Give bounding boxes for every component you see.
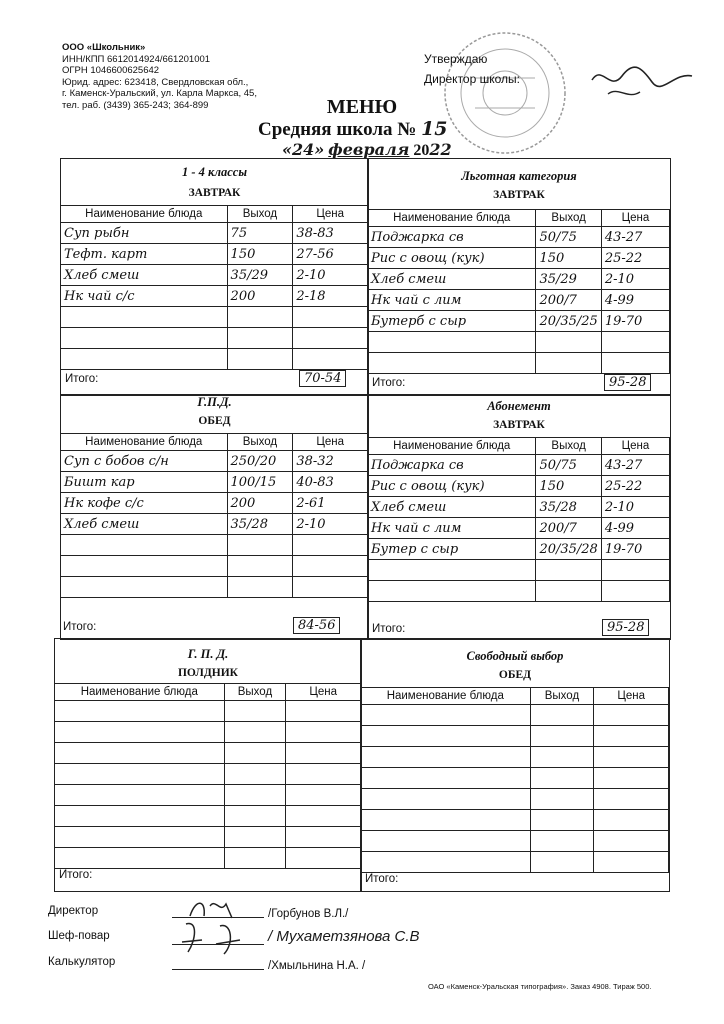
table-row <box>61 349 368 370</box>
dish-out: 150 <box>536 476 601 497</box>
panel-title: Свободный выбор <box>466 649 564 663</box>
date-month: февраля <box>328 140 410 159</box>
dish-out <box>224 827 286 848</box>
column-header-price: Цена <box>293 434 368 451</box>
dish-price <box>293 535 368 556</box>
dish-name: Поджарка св <box>368 227 536 248</box>
approval-label: Утверждаю <box>424 52 488 66</box>
panel-privileged-breakfast <box>367 158 671 396</box>
dish-name <box>55 764 225 785</box>
table-row <box>61 535 368 556</box>
total-label: Итого: <box>63 621 97 633</box>
panel-subtitle: ЗАВТРАК <box>188 187 241 199</box>
column-header-price: Цена <box>286 684 361 701</box>
table-row <box>61 451 368 472</box>
table-row <box>368 353 670 374</box>
dish-price: 40-83 <box>293 472 368 493</box>
dish-price <box>293 349 368 370</box>
dish-price: 2-10 <box>293 265 368 286</box>
column-header-price: Цена <box>601 438 669 455</box>
dish-name <box>368 560 536 581</box>
chef-signature <box>176 918 260 958</box>
dish-out <box>224 722 286 743</box>
dish-name: Бутерб с сыр <box>368 311 536 332</box>
panel-subtitle: ЗАВТРАК <box>493 419 545 431</box>
dish-name <box>61 307 228 328</box>
total-label: Итого: <box>59 869 93 881</box>
dish-price <box>293 577 368 598</box>
dish-price <box>594 831 669 852</box>
total-value: 84-56 <box>293 617 340 634</box>
dish-price <box>601 353 669 374</box>
table-row <box>55 785 361 806</box>
table-header-row <box>368 438 670 455</box>
dish-out <box>224 743 286 764</box>
dish-name <box>55 827 225 848</box>
dish-out: 35/28 <box>227 514 293 535</box>
menu-table <box>54 683 361 869</box>
dish-price <box>601 581 669 602</box>
table-row <box>368 497 670 518</box>
dish-price <box>601 332 669 353</box>
table-row <box>55 848 361 869</box>
dish-name <box>361 789 531 810</box>
dish-price: 25-22 <box>601 476 669 497</box>
table-row <box>55 806 361 827</box>
calculator-label: Калькулятор <box>48 956 116 968</box>
dish-name <box>361 768 531 789</box>
school-number: 15 <box>421 118 448 140</box>
column-header-out: Выход <box>224 684 286 701</box>
column-header-price: Цена <box>601 210 669 227</box>
table-row <box>61 286 368 307</box>
dish-price: 38-83 <box>293 223 368 244</box>
calculator-name: /Хмыльнина Н.А. / <box>268 960 366 972</box>
dish-out <box>227 577 293 598</box>
table-row <box>361 810 669 831</box>
table-row <box>55 743 361 764</box>
dish-out: 200 <box>227 286 293 307</box>
dish-price: 2-10 <box>601 269 669 290</box>
column-header-out: Выход <box>536 438 601 455</box>
column-header-name: Наименование блюда <box>368 438 536 455</box>
dish-name <box>55 806 225 827</box>
org-ogrn: ОГРН 1046600625642 <box>62 65 160 76</box>
dish-name: Бишт кар <box>61 472 228 493</box>
dish-out: 75 <box>227 223 293 244</box>
school-label: Средняя школа № <box>258 119 417 140</box>
dish-out <box>224 701 286 722</box>
dish-name: Поджарка св <box>368 455 536 476</box>
table-row <box>61 472 368 493</box>
dish-out <box>536 581 601 602</box>
panel-subtitle: ЗАВТРАК <box>493 189 545 201</box>
column-header-price: Цена <box>594 688 669 705</box>
dish-name: Бутер с сыр <box>368 539 536 560</box>
total-label: Итого: <box>372 623 406 635</box>
column-header-name: Наименование блюда <box>361 688 531 705</box>
table-row <box>61 493 368 514</box>
dish-price <box>594 726 669 747</box>
org-inn: ИНН/КПП 6612014924/661201001 <box>62 53 211 65</box>
dish-out: 100/15 <box>227 472 293 493</box>
dish-out <box>536 353 601 374</box>
approval-director-label: Директор школы: <box>424 72 520 86</box>
column-header-name: Наименование блюда <box>61 206 228 223</box>
panel-title: Льготная категория <box>461 169 577 183</box>
dish-name <box>61 328 228 349</box>
dish-price <box>594 789 669 810</box>
column-header-out: Выход <box>227 434 293 451</box>
dish-price: 25-22 <box>601 248 669 269</box>
panel-subtitle: ПОЛДНИК <box>177 667 239 679</box>
dish-out: 150 <box>536 248 601 269</box>
dish-price: 2-10 <box>601 497 669 518</box>
dish-name: Нк чай с/с <box>61 286 228 307</box>
table-row <box>368 311 670 332</box>
dish-out: 35/28 <box>536 497 601 518</box>
dish-out: 200 <box>227 493 293 514</box>
dish-out <box>536 332 601 353</box>
table-row <box>61 514 368 535</box>
calculator-signature-line <box>172 969 264 970</box>
org-address-line1: Юрид. адрес: 623418, Свердловская обл., <box>62 76 249 88</box>
menu-table <box>60 205 368 370</box>
table-row <box>61 556 368 577</box>
dish-out: 200/7 <box>536 290 601 311</box>
dish-name: Суп с бобов с/н <box>61 451 228 472</box>
table-header-row <box>361 688 669 705</box>
dish-name <box>55 743 225 764</box>
dish-name <box>361 852 531 873</box>
table-row <box>368 269 670 290</box>
dish-name: Хлеб смеш <box>61 265 228 286</box>
table-row <box>361 747 669 768</box>
dish-out <box>530 852 594 873</box>
total-value: 70-54 <box>299 370 346 387</box>
menu-table <box>367 437 670 602</box>
panel-gpd-lunch <box>60 394 369 640</box>
table-row <box>61 223 368 244</box>
org-address-line2: г. Каменск-Уральский, ул. Карла Маркса, 45, <box>62 88 257 99</box>
dish-name <box>55 785 225 806</box>
dish-price: 38-32 <box>293 451 368 472</box>
chef-name: / Мухаметзянова С.В <box>268 928 420 945</box>
dish-price: 4-99 <box>601 518 669 539</box>
dish-out <box>227 307 293 328</box>
table-row <box>61 265 368 286</box>
dish-price <box>293 328 368 349</box>
total-value: 95-28 <box>604 374 651 391</box>
table-row <box>368 518 670 539</box>
table-row <box>55 701 361 722</box>
dish-name: Хлеб смеш <box>368 497 536 518</box>
org-name: ООО «Школьник» <box>62 42 146 53</box>
dish-out <box>530 705 594 726</box>
date-year-suffix: 22 <box>429 140 452 159</box>
table-row <box>361 705 669 726</box>
table-row <box>61 577 368 598</box>
dish-out: 20/35/25 <box>536 311 601 332</box>
dish-name <box>55 722 225 743</box>
menu-table <box>367 209 670 374</box>
dish-name <box>55 848 225 869</box>
panel-subscription-breakfast <box>367 394 671 640</box>
dish-name <box>368 581 536 602</box>
dish-out <box>530 726 594 747</box>
dish-price <box>286 785 361 806</box>
dish-price <box>286 743 361 764</box>
panel-subtitle: ОБЕД <box>198 415 231 427</box>
table-row <box>368 560 670 581</box>
column-header-name: Наименование блюда <box>368 210 536 227</box>
director-label: Директор <box>48 905 99 917</box>
table-row <box>55 764 361 785</box>
dish-name: Нк кофе с/с <box>61 493 228 514</box>
dish-name <box>368 353 536 374</box>
dish-out <box>227 556 293 577</box>
total-value: 95-28 <box>602 619 649 636</box>
table-row <box>368 455 670 476</box>
total-label: Итого: <box>365 873 399 885</box>
dish-name: Рис с овощ (кук) <box>368 476 536 497</box>
table-header-row <box>55 684 361 701</box>
dish-price <box>594 747 669 768</box>
dish-price <box>286 701 361 722</box>
dish-name: Нк чай с лим <box>368 290 536 311</box>
dish-out <box>536 560 601 581</box>
dish-name <box>61 556 228 577</box>
dish-name: Рис с овощ (кук) <box>368 248 536 269</box>
column-header-out: Выход <box>227 206 293 223</box>
table-row <box>61 307 368 328</box>
table-row <box>368 227 670 248</box>
table-row <box>368 332 670 353</box>
dish-name: Хлеб смеш <box>61 514 228 535</box>
dish-price <box>594 810 669 831</box>
dish-name <box>55 701 225 722</box>
table-row <box>361 789 669 810</box>
dish-out: 50/75 <box>536 455 601 476</box>
dish-out: 50/75 <box>536 227 601 248</box>
panel-gpd-afternoon-snack <box>54 638 362 892</box>
dish-price <box>286 848 361 869</box>
table-row <box>61 328 368 349</box>
dish-price: 19-70 <box>601 539 669 560</box>
dish-price <box>286 764 361 785</box>
dish-out <box>227 328 293 349</box>
dish-name: Нк чай с лим <box>368 518 536 539</box>
dish-name: Суп рыбн <box>61 223 228 244</box>
menu-table <box>60 433 368 598</box>
dish-name <box>361 810 531 831</box>
chef-label: Шеф-повар <box>48 930 110 942</box>
dish-price: 4-99 <box>601 290 669 311</box>
dish-price <box>286 827 361 848</box>
dish-out <box>530 747 594 768</box>
panel-free-choice-lunch <box>360 638 670 892</box>
school-title <box>258 118 448 141</box>
menu-title: МЕНЮ <box>326 96 398 118</box>
dish-price <box>286 806 361 827</box>
table-row <box>61 244 368 265</box>
dish-price: 19-70 <box>601 311 669 332</box>
dish-price: 2-18 <box>293 286 368 307</box>
dish-name <box>61 577 228 598</box>
column-header-out: Выход <box>530 688 594 705</box>
dish-price <box>286 722 361 743</box>
dish-price <box>594 768 669 789</box>
dish-out <box>530 810 594 831</box>
dish-out: 250/20 <box>227 451 293 472</box>
director-name: /Горбунов В.Л./ <box>268 908 349 920</box>
dish-out <box>224 785 286 806</box>
dish-name <box>61 535 228 556</box>
dish-out: 150 <box>227 244 293 265</box>
dish-price <box>601 560 669 581</box>
dish-price <box>594 705 669 726</box>
dish-out <box>224 848 286 869</box>
dish-name <box>361 726 531 747</box>
dish-out: 20/35/28 <box>536 539 601 560</box>
total-label: Итого: <box>372 377 406 389</box>
dish-name <box>61 349 228 370</box>
total-label: Итого: <box>65 373 99 385</box>
org-phone: тел. раб. (3439) 365-243; 364-899 <box>62 99 209 111</box>
dish-price: 43-27 <box>601 227 669 248</box>
table-header-row <box>61 206 368 223</box>
school-seal-stamp <box>440 28 570 158</box>
dish-out <box>224 806 286 827</box>
dish-name <box>361 705 531 726</box>
panel-title: 1 - 4 классы <box>181 165 248 179</box>
panel-title: Г. П. Д. <box>187 647 229 661</box>
table-row <box>361 726 669 747</box>
dish-name <box>361 831 531 852</box>
dish-price: 27-56 <box>293 244 368 265</box>
dish-price: 2-61 <box>293 493 368 514</box>
date-year-prefix: 20 <box>413 142 430 159</box>
dish-price: 2-10 <box>293 514 368 535</box>
table-row <box>55 827 361 848</box>
dish-out <box>227 349 293 370</box>
column-header-price: Цена <box>293 206 368 223</box>
dish-out: 200/7 <box>536 518 601 539</box>
panel-title: Абонемент <box>487 399 551 413</box>
column-header-name: Наименование блюда <box>55 684 225 701</box>
dish-name <box>361 747 531 768</box>
table-row <box>368 581 670 602</box>
dish-out <box>530 768 594 789</box>
dish-price <box>594 852 669 873</box>
table-row <box>361 768 669 789</box>
panel-subtitle: ОБЕД <box>498 669 532 681</box>
dish-out <box>530 789 594 810</box>
menu-table <box>360 687 669 873</box>
dish-price <box>293 556 368 577</box>
table-row <box>368 290 670 311</box>
dish-name: Тефт. карт <box>61 244 228 265</box>
panel-title: Г.П.Д. <box>197 395 232 409</box>
column-header-out: Выход <box>536 210 601 227</box>
dish-out <box>530 831 594 852</box>
dish-out <box>224 764 286 785</box>
date-day: «24» <box>282 140 325 159</box>
table-row <box>368 248 670 269</box>
table-header-row <box>368 210 670 227</box>
column-header-name: Наименование блюда <box>61 434 228 451</box>
dish-out: 35/29 <box>536 269 601 290</box>
table-row <box>368 476 670 497</box>
table-row <box>361 852 669 873</box>
dish-price: 43-27 <box>601 455 669 476</box>
print-info: ОАО «Каменск-Уральская типография». Заказ 4908. Тираж 500. <box>428 982 652 991</box>
dish-name: Хлеб смеш <box>368 269 536 290</box>
table-row <box>55 722 361 743</box>
dish-price <box>293 307 368 328</box>
panel-grades-1-4-breakfast <box>60 158 369 396</box>
table-row <box>361 831 669 852</box>
table-header-row <box>61 434 368 451</box>
dish-out: 35/29 <box>227 265 293 286</box>
table-row <box>368 539 670 560</box>
dish-out <box>227 535 293 556</box>
dish-name <box>368 332 536 353</box>
menu-date <box>282 140 452 160</box>
